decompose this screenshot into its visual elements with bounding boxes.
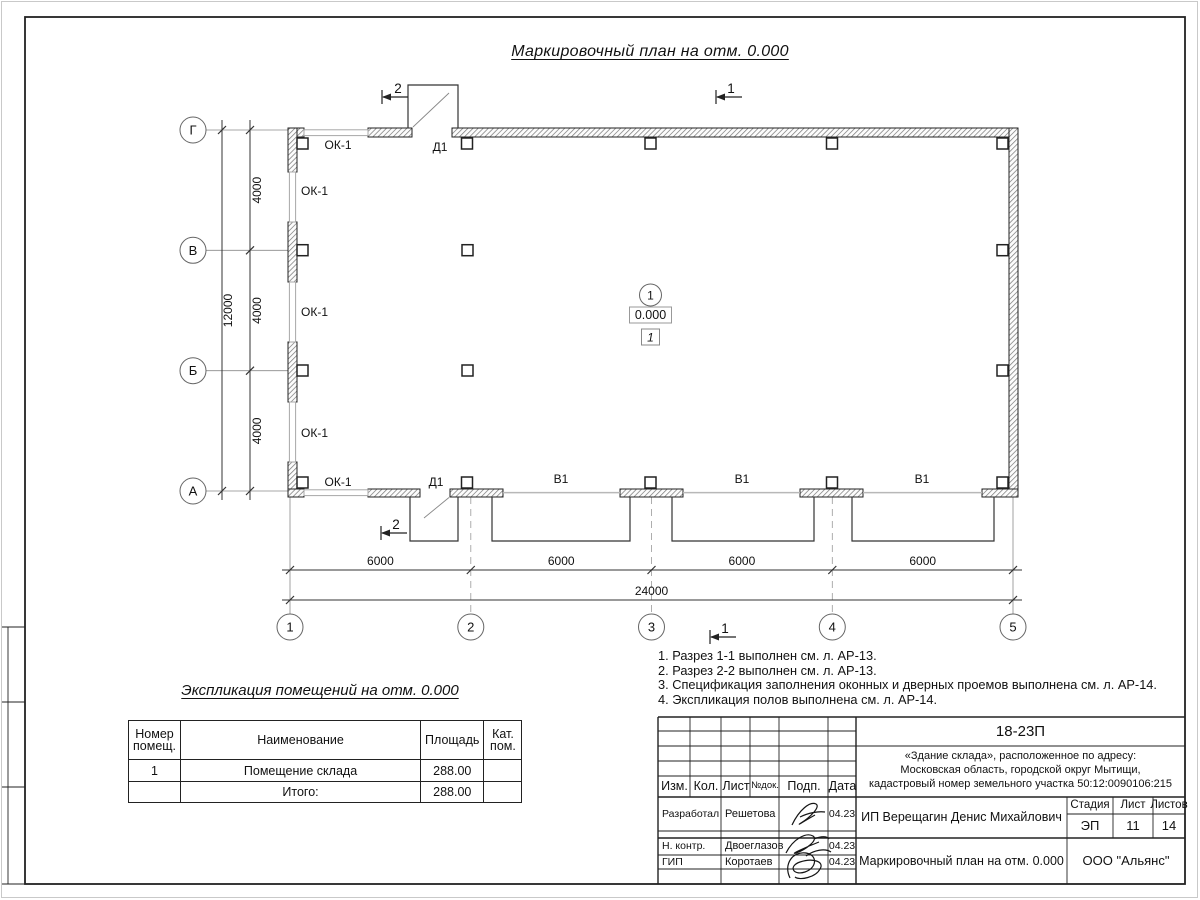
axis-label: В [188,242,198,258]
project-line: «Здание склада», расположенное по адресу: [904,750,1137,762]
axis-label: Г [189,122,197,138]
explication-title: Экспликация помещений на отм. 0.000 [181,682,459,699]
role-label: Н. контр. [662,840,706,853]
window-ok1 [289,172,295,222]
room-marker [630,284,672,345]
axis-label: 3 [647,619,656,635]
axis-label: А [188,483,198,499]
window-ok1 [289,402,295,462]
dimension-ticks [218,126,1017,604]
dim-12000: 12000 [221,293,235,328]
dim-6000: 6000 [547,554,575,568]
empty-cell [129,782,181,803]
dim-4000: 4000 [250,417,264,445]
role-label: Разработал [662,807,720,820]
role-date: 04.23 [828,807,856,820]
section-number: 2 [394,81,402,96]
gate-aprons [492,497,994,541]
note-line: 4. Экспликация полов выполнена см. л. АР-14. [658,691,938,707]
note-line: 2. Разрез 2-2 выполнен см. л. АР-13. [658,662,877,678]
total-area-cell: 288.00 [421,782,484,803]
dim-6000: 6000 [367,554,394,568]
window-label: ОК-1 [301,305,328,319]
titleblock-col-izm: Изм. [661,779,688,794]
table-header-row [129,721,522,760]
floor-type-number: 1 [647,330,654,345]
organization-name: ООО "Альянс" [1082,852,1170,868]
dim-4000: 4000 [250,176,264,204]
column-header: Номер помещ. [129,721,181,760]
section-number: 1 [721,621,729,636]
room-elevation: 0.000 [634,308,667,322]
door-label: Д1 [432,140,448,154]
room-area-cell: 288.00 [421,760,484,782]
dimension-labels [221,177,936,598]
role-name: Решетова [725,807,776,820]
dimension-lines [222,120,1022,600]
door-porch-bottom [410,497,458,541]
empty-cell [484,782,522,803]
section-marker-1-bottom [710,621,736,644]
dim-24000: 24000 [634,584,669,598]
filing-strip [2,627,25,884]
role-name: Двоеглазов [725,840,784,853]
room-number-cell: 1 [129,760,181,782]
column-header: Наименование [181,721,421,760]
gate-label: В1 [553,472,569,486]
stage-header: Стадия [1070,798,1110,811]
window-ok1 [289,282,295,342]
room-name-cell: Помещение склада [181,760,421,782]
window-label: ОК-1 [324,475,352,489]
section-marker-2-top [382,81,408,104]
section-number: 1 [727,81,735,96]
role-date: 04.23 [828,840,856,853]
sheet-header: Лист [1120,798,1146,811]
window-label: ОК-1 [324,138,352,152]
axis-label: 5 [1009,619,1017,635]
client-name: ИП Верещагин Денис Михайлович [861,810,1062,825]
axis-label: 4 [828,619,836,635]
table-total-row [129,782,522,803]
titleblock-col-ndok: №док. [751,780,779,792]
section-marker-2-bottom [381,517,407,540]
axis-label: 1 [286,619,294,635]
project-description [860,749,1181,791]
gate-label: В1 [734,472,750,486]
axis-label: 2 [467,619,475,635]
column-header: Кат. пом. [484,721,522,760]
signatures [786,803,831,878]
explication-table [128,720,522,803]
signature-korotaev [788,850,831,879]
door-vestibule-top [408,85,458,128]
door-swing [413,93,449,127]
project-line: кадастровый номер земельного участка 50:12:0090106:215 [868,778,1173,790]
drawing-title: Маркировочный план на отм. 0.000 [859,853,1064,868]
column-header: Площадь [421,721,484,760]
window-ok1 [304,130,368,136]
section-marker-1-top [716,81,742,104]
sheets-total: 14 [1161,817,1177,833]
dim-4000: 4000 [250,297,264,324]
dim-6000: 6000 [909,554,937,568]
titleblock-col-podp: Подп. [787,779,821,794]
role-label: ГИП [662,855,683,868]
window-label: ОК-1 [301,426,328,440]
sheet-number: 11 [1126,817,1140,833]
sheet-title: Маркировочный план на отм. 0.000 [511,43,789,60]
sheets-header: Листов [1150,798,1188,811]
notes-list [658,649,1182,707]
window-label: ОК-1 [301,184,328,198]
role-date: 04.23 [828,855,856,868]
stage-value: ЭП [1080,817,1100,833]
gate-label: В1 [914,472,930,486]
door-swing [424,498,449,519]
signature-reshetova [792,803,825,825]
axis-label: Б [188,363,198,379]
titleblock-col-kol: Кол. [693,779,719,794]
plan-labels [301,138,930,489]
window-ok1 [304,490,368,496]
room-number: 1 [647,288,654,303]
note-line: 3. Спецификация заполнения оконных и дверных проемов выполнена см. л. АР-14. [658,677,1157,693]
table-row [129,760,522,782]
project-line: Московская область, городской округ Мытищи, [900,764,1141,776]
dim-6000: 6000 [728,554,756,568]
doc-number: 18-23П [995,723,1046,741]
room-category-cell [484,760,522,782]
role-name: Коротаев [725,855,773,868]
section-number: 2 [392,517,400,532]
titleblock-col-list: Лист [722,779,750,794]
total-label-cell: Итого: [181,782,421,803]
titleblock-col-data: Дата [828,779,857,794]
door-label: Д1 [428,475,444,489]
note-line: 1. Разрез 1-1 выполнен см. л. АР-13. [658,648,877,663]
